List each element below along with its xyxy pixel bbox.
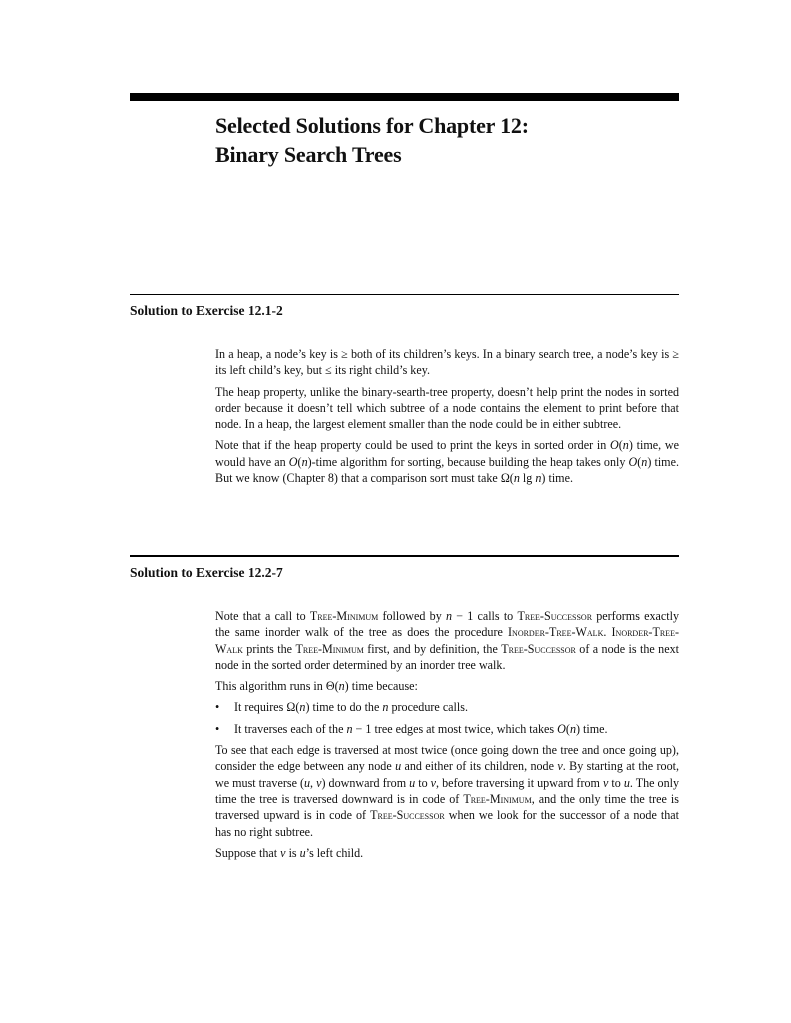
paragraph: To see that each edge is traversed at most twice (once going down the tree and once going up), consider the edge between any node u and either of its children, node v. By starting at the root, we must traverse (u, v) downward from u to v, before traversing it upward from v to u. The only time the tree is traversed downward is in code of Tree-Minimum, and the only time the tree is traversed upward is in code of Tree-Successor when we look for the successor of a node that has no right subtree. — [215, 743, 680, 839]
paragraph: Suppose that v is u’s left child. — [215, 845, 364, 860]
paragraph: Note that if the heap property could be used to print the keys in sorted order in O(n) time, we would have an O(n)-time algorithm for sorting, because building the heap takes only O(n) time. But we know (Chapter 8) that a comparison sort must take Ω(n lg n) time. — [215, 438, 679, 486]
paragraph: In a heap, a node’s key is ≥ both of its children’s keys. In a binary search tree, a node’s key is ≥ its left child’s key, but ≤ its right child’s key. — [215, 347, 679, 378]
chapter-title-line-2: Binary Search Trees — [215, 142, 402, 167]
bullet-list — [215, 699, 679, 737]
section-body-12-1-2 — [215, 346, 679, 491]
section-rule-12-2-7 — [130, 555, 679, 557]
paragraph: The heap property, unlike the binary-searth-tree property, doesn’t help print the nodes in sorted order because it doesn’t tell which subtree of a node contains the element to print before that node. In a heap, the largest element smaller than the node could be in either subtree. — [215, 384, 679, 432]
list-item: • It traverses each of the n − 1 tree edges at most twice, which takes O(n) time. — [215, 721, 608, 736]
chapter-title-line-1: Selected Solutions for Chapter 12: — [215, 113, 529, 138]
section-heading-12-1-2: Solution to Exercise 12.1-2 — [130, 303, 283, 318]
section-heading-12-2-7: Solution to Exercise 12.2-7 — [130, 565, 283, 580]
paragraph: This algorithm runs in Θ(n) time because: — [215, 679, 418, 694]
bullet-icon: • — [215, 700, 220, 715]
bullet-icon: • — [215, 721, 220, 736]
paragraph: Note that a call to Tree-Minimum followed by n − 1 calls to Tree-Successor performs exactly the same inorder walk of the tree as does the procedure Inorder-Tree-Walk. Inorder-Tree-Walk prints the Tree-Minimum first, and by definition, the Tree-Successor of a node is the next node in the sorted order determined by an inorder tree walk. — [215, 609, 680, 672]
chapter-top-rule — [130, 93, 679, 101]
chapter-title — [215, 111, 685, 169]
section-body-12-2-7 — [215, 608, 679, 866]
list-item: • It requires Ω(n) time to do the n procedure calls. — [215, 700, 468, 715]
section-rule-12-1-2 — [130, 294, 679, 295]
